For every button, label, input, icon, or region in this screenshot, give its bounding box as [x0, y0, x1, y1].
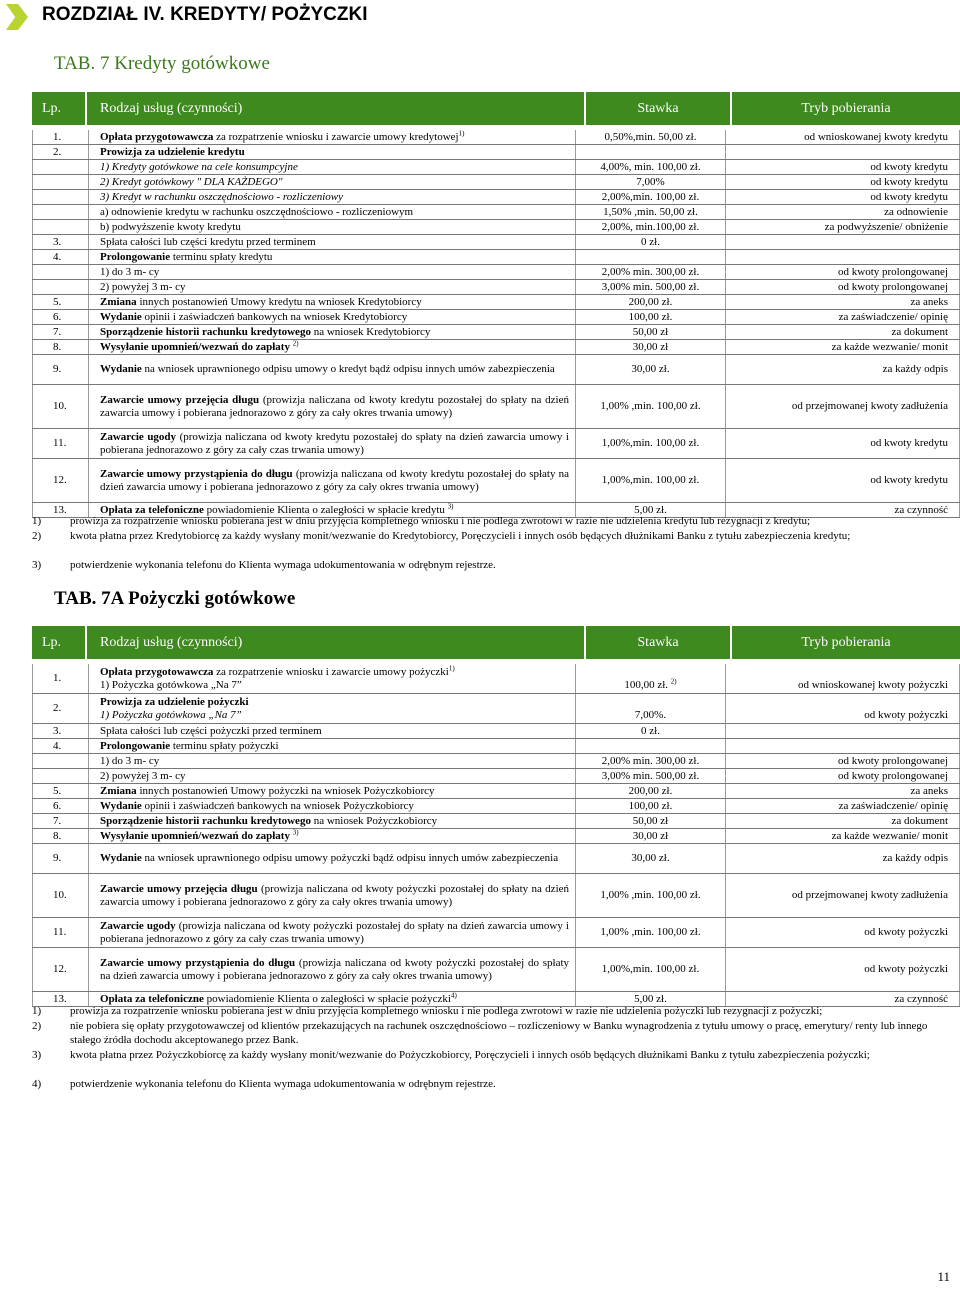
- row-rate: 30,00 zł: [576, 340, 726, 354]
- footnote: 2) kwota płatna przez Kredytobiorcę za każdy wysłany monit/wezwanie do Kredytobiorcy, Poręczycieli i innych osób będących dłużnikami Banku z tytułu zabezpieczenia kredytu;: [32, 530, 851, 542]
- row-mode: od kwoty kredytu: [726, 160, 960, 174]
- row-rate: 2,00% min. 300,00 zł.: [576, 265, 726, 279]
- table-row: [32, 205, 960, 220]
- row-rate: 3,00% min. 500,00 zł.: [576, 280, 726, 294]
- table-7: [32, 92, 960, 518]
- table-row: [32, 739, 960, 754]
- row-lp: [32, 190, 89, 204]
- row-mode: za aneks: [726, 295, 960, 309]
- row-name: Wysyłanie upomnień/wezwań do zapłaty $^{3)}$: [89, 829, 576, 843]
- row-mode: za odnowienie: [726, 205, 960, 219]
- row-mode: [726, 235, 960, 249]
- row-name: 3) Kredyt w rachunku oszczędnościowo - rozliczeniowy: [89, 190, 576, 204]
- header-mode: Tryb pobierania: [801, 101, 891, 116]
- header-name: Rodzaj usług (czynności): [87, 626, 586, 659]
- row-lp: [32, 160, 89, 174]
- table-row: [32, 829, 960, 844]
- row-rate: 50,00 zł: [576, 325, 726, 339]
- footnote: 1) prowizja za rozpatrzenie wniosku pobierana jest w dniu przyjęcia kompletnego wniosku i nie podlega zwrotowi w razie nie udzielenia kredytu lub rezygnacji z kredytu;: [32, 515, 811, 527]
- row-lp: 3.: [32, 724, 89, 738]
- table-row: [32, 814, 960, 829]
- row-rate: 30,00 zł: [576, 829, 726, 843]
- row-lp: [32, 205, 89, 219]
- row-rate: 0 zł.: [576, 724, 726, 738]
- row-lp: 11.: [32, 918, 89, 947]
- row-name: 1) do 3 m- cy: [89, 265, 576, 279]
- row-rate: 100,00 zł. $^{2)}$: [576, 664, 726, 693]
- row-mode: za czynność: [726, 503, 960, 517]
- row-mode: od kwoty pożyczki: [726, 918, 960, 947]
- row-mode: [726, 724, 960, 738]
- table-row: [32, 310, 960, 325]
- row-rate: 50,00 zł: [576, 814, 726, 828]
- table-header: [32, 92, 960, 125]
- row-name: Opłata za telefoniczne powiadomienie Klienta o zaległości w spłacie pożyczki$^{4)}$: [89, 992, 576, 1006]
- row-lp: 6.: [32, 799, 89, 813]
- row-mode: od kwoty prolongowanej: [726, 280, 960, 294]
- header-mode: Tryb pobierania: [801, 635, 891, 650]
- row-lp: [32, 220, 89, 234]
- row-lp: [32, 754, 89, 768]
- row-name: Wydanie na wniosek uprawnionego odpisu umowy pożyczki bądź odpisu innych umów zabezpieczenia: [89, 844, 576, 873]
- row-lp: 8.: [32, 340, 89, 354]
- row-mode: za każdy odpis: [726, 355, 960, 384]
- row-name: Prolongowanie terminu spłaty kredytu: [89, 250, 576, 264]
- row-rate: 0 zł.: [576, 235, 726, 249]
- row-mode: za podwyższenie/ obniżenie: [726, 220, 960, 234]
- row-rate: 1,00% ,min. 100,00 zł.: [576, 918, 726, 947]
- table-row: [32, 250, 960, 265]
- row-lp: 6.: [32, 310, 89, 324]
- table-row: [32, 784, 960, 799]
- row-lp: 2.: [32, 145, 89, 159]
- row-rate: [576, 739, 726, 753]
- row-lp: 1.: [32, 664, 89, 693]
- row-rate: 5,00 zł.: [576, 992, 726, 1006]
- row-name: Spłata całości lub części pożyczki przed terminem: [89, 724, 576, 738]
- row-mode: od kwoty prolongowanej: [726, 754, 960, 768]
- row-rate: 3,00% min. 500,00 zł.: [576, 769, 726, 783]
- row-mode: od kwoty pożyczki: [726, 694, 960, 723]
- table-row: [32, 190, 960, 205]
- footnote: 3) kwota płatna przez Pożyczkobiorcę za każdy wysłany monit/wezwanie do Pożyczkobiorcy, Poręczycieli i innych osób będących dłużnikami Banku z tytułu zabezpieczenia pożyczki;: [32, 1049, 870, 1061]
- footnote: 2) nie pobiera się opłaty przygotowawczej od klientów przekazujących na rachunek oszczędnościowo – rozliczeniowy w Banku wynagrodzenia z tytułu umowy o pracę, emerytury/ renty lub innego stałego źródła dochodu akceptowanego przez Bank.: [32, 1020, 928, 1046]
- table-row: [32, 355, 960, 385]
- row-mode: za aneks: [726, 784, 960, 798]
- table-row: [32, 340, 960, 355]
- row-rate: 200,00 zł.: [576, 295, 726, 309]
- row-mode: za każde wezwanie/ monit: [726, 340, 960, 354]
- table-row: [32, 385, 960, 429]
- table-row: [32, 799, 960, 814]
- row-name: Prowizja za udzielenie kredytu: [89, 145, 576, 159]
- chevron-logo-icon: [6, 4, 28, 30]
- table-row: [32, 459, 960, 503]
- row-rate: 7,00%: [576, 175, 726, 189]
- row-lp: 7.: [32, 325, 89, 339]
- row-mode: od wnioskowanej kwoty pożyczki: [726, 664, 960, 693]
- row-rate: [576, 250, 726, 264]
- table-row: [32, 130, 960, 145]
- table-row: [32, 664, 960, 694]
- footnote: 4) potwierdzenie wykonania telefonu do Klienta wymaga udokumentowania w odrębnym rejestrze.: [32, 1078, 496, 1090]
- row-name: Zmiana innych postanowień Umowy kredytu na wniosek Kredytobiorcy: [89, 295, 576, 309]
- row-lp: 12.: [32, 948, 89, 991]
- row-lp: 10.: [32, 874, 89, 917]
- header-rate: Stawka: [586, 626, 732, 659]
- row-name: a) odnowienie kredytu w rachunku oszczędnościowo - rozliczeniowym: [89, 205, 576, 219]
- row-name: Opłata przygotowawcza za rozpatrzenie wniosku i zawarcie umowy kredytowej$^{1)}$: [89, 130, 576, 144]
- table-row: [32, 265, 960, 280]
- row-lp: [32, 265, 89, 279]
- table-7a-title: TAB. 7A Pożyczki gotówkowe: [54, 588, 296, 609]
- row-lp: 11.: [32, 429, 89, 458]
- table-7-title: TAB. 7 Kredyty gotówkowe: [54, 53, 270, 74]
- row-name: Wydanie opinii i zaświadczeń bankowych na wniosek Kredytobiorcy: [89, 310, 576, 324]
- row-name: Spłata całości lub części kredytu przed terminem: [89, 235, 576, 249]
- row-mode: od kwoty pożyczki: [726, 948, 960, 991]
- row-lp: 13.: [32, 503, 89, 517]
- row-name: 2) powyżej 3 m- cy: [89, 280, 576, 294]
- page-number: 11: [937, 1269, 950, 1284]
- row-name: b) podwyższenie kwoty kredytu: [89, 220, 576, 234]
- row-name: Zawarcie ugody (prowizja naliczana od kwoty pożyczki pozostałej do spłaty na dzień zawarcia umowy i pobierana jednorazowo z góry za cały czas trwania umowy): [89, 918, 576, 947]
- chapter-title: ROZDZIAŁ IV. KREDYTY/ POŻYCZKI: [42, 4, 368, 25]
- row-mode: od kwoty prolongowanej: [726, 769, 960, 783]
- row-mode: za każdy odpis: [726, 844, 960, 873]
- row-lp: 1.: [32, 130, 89, 144]
- table-header: [32, 626, 960, 659]
- table-row: [32, 175, 960, 190]
- row-name: Prowizja za udzielenie pożyczki 1) Pożyczka gotówkowa „Na 7”: [89, 694, 576, 723]
- row-name: Zawarcie ugody (prowizja naliczana od kwoty kredytu pozostałej do spłaty na dzień zawarcia umowy i pobierana jednorazowo z góry za cały czas trwania umowy): [89, 429, 576, 458]
- table-row: [32, 948, 960, 992]
- row-rate: 0,50%,min. 50,00 zł.: [576, 130, 726, 144]
- row-lp: [32, 175, 89, 189]
- row-mode: za czynność: [726, 992, 960, 1006]
- row-rate: 1,00% ,min. 100,00 zł.: [576, 874, 726, 917]
- row-rate: 2,00% min. 300,00 zł.: [576, 754, 726, 768]
- row-mode: od kwoty kredytu: [726, 190, 960, 204]
- row-lp: 5.: [32, 295, 89, 309]
- row-name: Sporządzenie historii rachunku kredytowego na wniosek Kredytobiorcy: [89, 325, 576, 339]
- table-row: [32, 754, 960, 769]
- row-mode: [726, 145, 960, 159]
- row-rate: 5,00 zł.: [576, 503, 726, 517]
- table-row: [32, 844, 960, 874]
- row-name: Zawarcie umowy przejęcia długu (prowizja naliczana od kwoty pożyczki pozostałej do spłaty na dzień zawarcia umowy i pobierana jednorazowo z góry za cały okres trwania umowy): [89, 874, 576, 917]
- row-rate: 4,00%, min. 100,00 zł.: [576, 160, 726, 174]
- row-name: 2) Kredyt gotówkowy " DLA KAŻDEGO": [89, 175, 576, 189]
- row-lp: [32, 280, 89, 294]
- header-rate: Stawka: [586, 92, 732, 125]
- table-row: [32, 325, 960, 340]
- row-mode: od wnioskowanej kwoty kredytu: [726, 130, 960, 144]
- footnote: 3) potwierdzenie wykonania telefonu do Klienta wymaga udokumentowania w odrębnym rejestrze.: [32, 559, 496, 571]
- table-row: [32, 295, 960, 310]
- row-rate: 1,00%,min. 100,00 zł.: [576, 429, 726, 458]
- row-name: Zawarcie umowy przejęcia długu (prowizja naliczana od kwoty kredytu pozostałej do spłaty na dzień zawarcia umowy i pobierana jednorazowo z góry za cały okres trwania umowy): [89, 385, 576, 428]
- row-rate: 1,00%,min. 100,00 zł.: [576, 459, 726, 502]
- table-row: [32, 918, 960, 948]
- footnote: 1) prowizja za rozpatrzenie wniosku pobierana jest w dniu przyjęcia kompletnego wniosku i nie podlega zwrotowi w razie nie udzielenia pożyczki lub rezygnacji z pożyczki;: [32, 1005, 823, 1017]
- row-rate: 7,00%.: [576, 694, 726, 723]
- row-mode: od kwoty kredytu: [726, 175, 960, 189]
- row-name: 1) Kredyty gotówkowe na cele konsumpcyjne: [89, 160, 576, 174]
- row-mode: za dokument: [726, 325, 960, 339]
- row-name: Opłata za telefoniczne powiadomienie Klienta o zaległości w spłacie kredytu $^{3)}$: [89, 503, 576, 517]
- row-rate: 2,00%,min. 100,00 zł.: [576, 190, 726, 204]
- row-mode: od kwoty kredytu: [726, 429, 960, 458]
- row-rate: [576, 145, 726, 159]
- row-mode: za każde wezwanie/ monit: [726, 829, 960, 843]
- table-row: [32, 280, 960, 295]
- row-mode: za dokument: [726, 814, 960, 828]
- row-lp: 3.: [32, 235, 89, 249]
- row-name: Wydanie na wniosek uprawnionego odpisu umowy o kredyt bądź odpisu innych umów zabezpieczenia: [89, 355, 576, 384]
- row-mode: [726, 739, 960, 753]
- table-7a: [32, 626, 960, 1007]
- row-rate: 30,00 zł.: [576, 844, 726, 873]
- table-row: [32, 724, 960, 739]
- row-name: 2) powyżej 3 m- cy: [89, 769, 576, 783]
- row-name: Zawarcie umowy przystąpienia do długu (prowizja naliczana od kwoty kredytu pozostałej do spłaty na dzień zawarcia umowy i pobierana jednorazowo z góry za cały okres trwania umowy): [89, 459, 576, 502]
- table-row: [32, 694, 960, 724]
- row-lp: 13.: [32, 992, 89, 1006]
- header-lp: Lp.: [32, 626, 87, 659]
- row-mode: od kwoty prolongowanej: [726, 265, 960, 279]
- row-lp: 4.: [32, 250, 89, 264]
- table-row: [32, 874, 960, 918]
- row-lp: 5.: [32, 784, 89, 798]
- table-row: [32, 145, 960, 160]
- row-mode: od kwoty kredytu: [726, 459, 960, 502]
- row-rate: 2,00%, min.100,00 zł.: [576, 220, 726, 234]
- row-rate: 200,00 zł.: [576, 784, 726, 798]
- row-rate: 1,00% ,min. 100,00 zł.: [576, 385, 726, 428]
- table-row: [32, 235, 960, 250]
- row-lp: 2.: [32, 694, 89, 723]
- row-lp: 9.: [32, 844, 89, 873]
- table-row: [32, 769, 960, 784]
- row-mode: za zaświadczenie/ opinię: [726, 799, 960, 813]
- row-name: Opłata przygotowawcza za rozpatrzenie wniosku i zawarcie umowy pożyczki$^{1)}$ 1) Pożyczka gotówkowa „Na 7”: [89, 664, 576, 693]
- row-lp: 4.: [32, 739, 89, 753]
- header-name: Rodzaj usług (czynności): [87, 92, 586, 125]
- row-name: Sporządzenie historii rachunku kredytowego na wniosek Pożyczkobiorcy: [89, 814, 576, 828]
- row-mode: za zaświadczenie/ opinię: [726, 310, 960, 324]
- row-rate: 30,00 zł.: [576, 355, 726, 384]
- chapter-header: [0, 0, 960, 34]
- row-name: Wydanie opinii i zaświadczeń bankowych na wniosek Pożyczkobiorcy: [89, 799, 576, 813]
- row-rate: 1,50% ,min. 50,00 zł.: [576, 205, 726, 219]
- table-row: [32, 220, 960, 235]
- row-lp: 7.: [32, 814, 89, 828]
- row-name: Zmiana innych postanowień Umowy pożyczki na wniosek Pożyczkobiorcy: [89, 784, 576, 798]
- row-name: 1) do 3 m- cy: [89, 754, 576, 768]
- row-name: Wysyłanie upomnień/wezwań do zapłaty $^{2)}$: [89, 340, 576, 354]
- row-lp: [32, 769, 89, 783]
- row-lp: 12.: [32, 459, 89, 502]
- row-lp: 9.: [32, 355, 89, 384]
- row-mode: [726, 250, 960, 264]
- row-mode: od przejmowanej kwoty zadłużenia: [726, 385, 960, 428]
- row-rate: 100,00 zł.: [576, 310, 726, 324]
- row-lp: 10.: [32, 385, 89, 428]
- row-name: Prolongowanie terminu spłaty pożyczki: [89, 739, 576, 753]
- table-row: [32, 160, 960, 175]
- row-rate: 1,00%,min. 100,00 zł.: [576, 948, 726, 991]
- row-mode: od przejmowanej kwoty zadłużenia: [726, 874, 960, 917]
- table-row: [32, 429, 960, 459]
- header-lp: Lp.: [32, 92, 87, 125]
- row-lp: 8.: [32, 829, 89, 843]
- row-rate: 100,00 zł.: [576, 799, 726, 813]
- row-name: Zawarcie umowy przystąpienia do długu (prowizja naliczana od kwoty pożyczki pozostałej do spłaty na dzień zawarcia umowy i pobierana jednorazowo z góry za cały okres trwania umowy): [89, 948, 576, 991]
